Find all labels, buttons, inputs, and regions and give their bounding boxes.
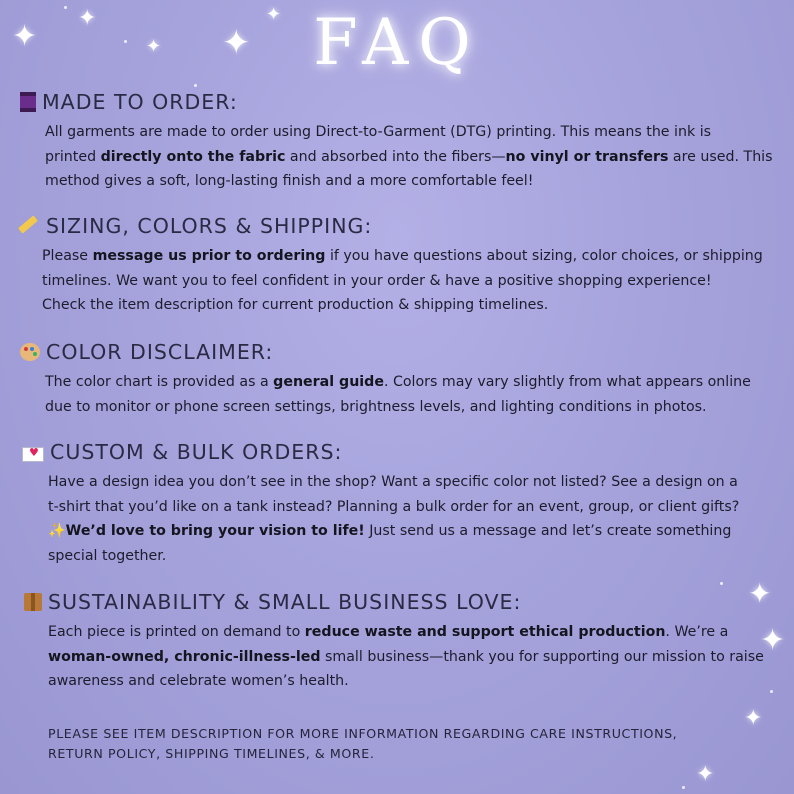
body-line [45,120,794,145]
sparkle-icon: ✦ [12,19,38,54]
heading-text: CUSTOM & BULK ORDERS: [50,440,343,464]
love-letter-icon [22,447,44,462]
body-text: The color chart is provided as a [45,374,274,390]
sparkle-icon: ✦ [760,623,786,658]
body-text: Just send us a message and let’s create something [364,523,732,539]
body-line [45,370,794,395]
body-line [48,645,794,670]
body-line [42,293,794,318]
body-text: small business—thank you for supporting our mission to raise [320,648,764,665]
emphasis-text: woman-owned, chronic-illness-led [48,648,321,665]
body-line [45,395,794,420]
emphasis-text: reduce waste and support ethical production [304,624,666,640]
body-text: and absorbed into the fibers— [285,148,506,165]
heading-text: SUSTAINABILITY & SMALL BUSINESS LOVE: [48,590,522,614]
section-body [0,244,794,318]
section-heading [0,340,794,364]
palette-icon [20,343,40,361]
body-line [45,169,794,194]
faq-section-sizing-colors-shipping [0,214,794,318]
faq-section-custom-bulk-orders [0,440,794,568]
section-heading [0,90,794,114]
sparkle-icon: ✦ [146,36,162,57]
thread-spool-icon [20,92,36,112]
body-line [48,470,794,495]
section-heading [0,590,794,614]
body-text: if you have questions about sizing, color choices, or shipping [325,248,763,264]
footer-line: RETURN POLICY, SHIPPING TIMELINES, & MORE. [48,746,375,761]
emphasis-text: general guide [273,374,384,390]
body-line [45,145,794,170]
heading-text: COLOR DISCLAIMER: [46,340,274,364]
section-heading [0,440,794,464]
sparkle-icon: ✦ [78,6,97,31]
emphasis-text: no vinyl or transfers [505,148,669,165]
section-body [0,370,794,419]
faq-section-sustainability [0,590,794,694]
emphasis-text: directly onto the fabric [100,148,286,165]
body-text: . We’re a [665,624,729,640]
sparkle-icon: ✦ [222,23,251,63]
ruler-icon [18,216,40,236]
sparkle-icon: ✦ [266,4,282,25]
sparkle-icon: ✦ [748,577,772,610]
faq-section-made-to-order [0,90,794,194]
heading-text: MADE TO ORDER: [42,90,238,114]
sparkle-icon: ✦ [696,762,715,787]
heading-text: SIZING, COLORS & SHIPPING: [46,214,373,238]
body-line [48,519,794,544]
body-text: method gives a soft, long-lasting finish and a more comfortable feel! [45,173,534,189]
star-dot [194,84,197,87]
section-body [0,470,794,568]
footer-line: PLEASE SEE ITEM DESCRIPTION FOR MORE INFORMATION REGARDING CARE INSTRUCTIONS, [48,726,678,741]
section-heading [0,214,794,238]
footer-note [48,724,768,764]
body-text: awareness and celebrate women’s health. [48,673,349,689]
package-icon [24,593,42,611]
body-text: Each piece is printed on demand to [48,624,305,640]
body-line [48,495,794,520]
body-text: special together. [48,547,167,564]
body-text: are used. This [668,148,773,165]
emphasis-text: message us prior to ordering [92,248,326,264]
sparkle-icon: ✦ [744,706,763,731]
body-line [48,669,794,694]
star-dot [682,786,685,789]
star-dot [720,582,723,585]
body-line [42,269,794,294]
page-title: FAQ [313,6,481,80]
body-line [48,620,794,645]
body-text: timelines. We want you to feel confident in your order & have a positive shopping experience! [42,272,712,289]
faq-section-color-disclaimer [0,340,794,419]
body-text: printed [45,148,101,165]
body-text: due to monitor or phone screen settings, brightness levels, and lighting conditions in photos. [45,398,707,415]
body-line [48,544,794,569]
body-text: t-shirt that you’d like on a tank instead? Planning a bulk order for an event, group, or client gifts? [48,498,740,515]
section-body [0,620,794,694]
body-text: ✨ [48,523,66,539]
section-body [0,120,794,194]
body-text: All garments are made to order using Direct-to-Garment (DTG) printing. This means the ink is [45,124,712,140]
emphasis-text: We’d love to bring your vision to life! [65,523,365,539]
body-text: Check the item description for current production & shipping timelines. [42,297,549,313]
body-text: Please [42,248,93,264]
body-text: Have a design idea you don’t see in the shop? Want a specific color not listed? See a design on a [48,474,738,490]
body-text: . Colors may vary slightly from what appears online [383,374,751,390]
body-line [42,244,794,269]
